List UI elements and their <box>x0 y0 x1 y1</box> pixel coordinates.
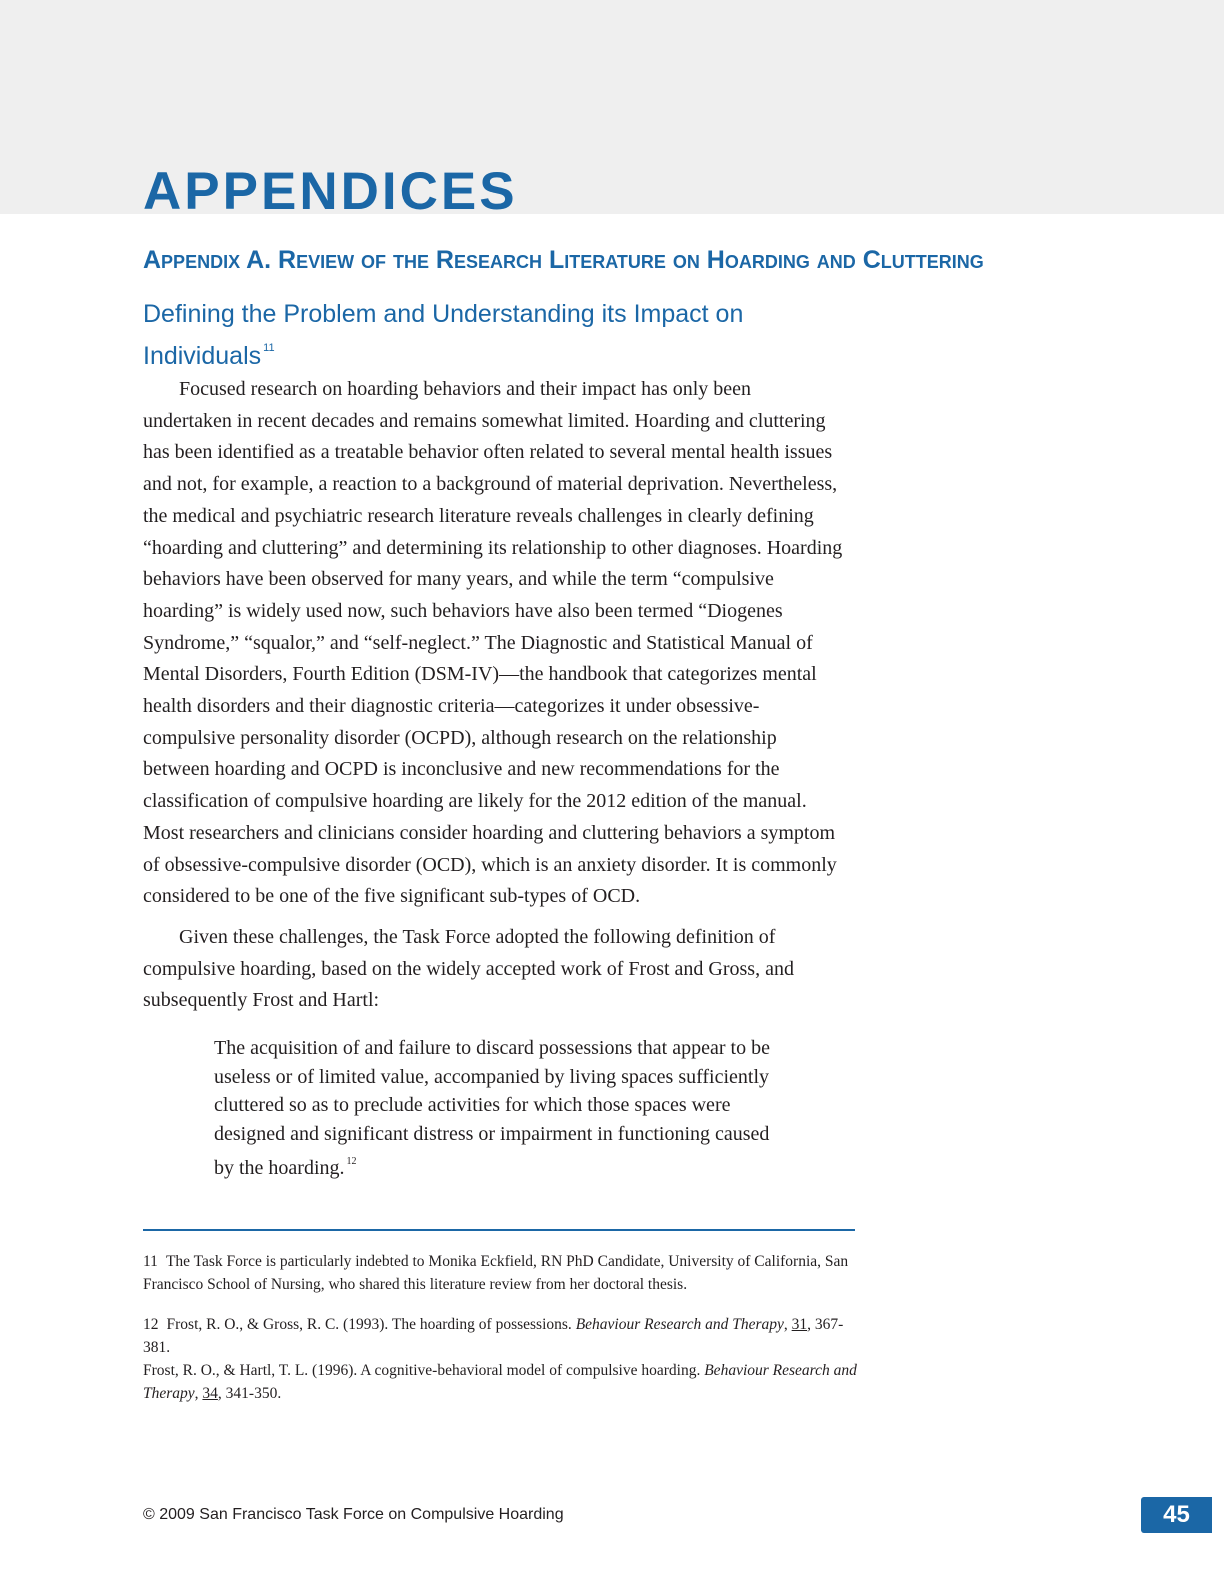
footnote-text: The Task Force is particularly indebted to Monika Eckfield, RN PhD Candidate, University of California, San Francisco School of Nursing, who shared this literature review from her doctoral thesis. <box>143 1253 849 1293</box>
body-paragraph-2: Given these challenges, the Task Force adopted the following definition of compulsive hoarding, based on the widely accepted work of Frost and Gross, and subsequently Frost and Hartl: <box>143 925 794 1012</box>
footnote-divider <box>143 1229 855 1231</box>
reference-authors: Frost, R. O., & Gross, R. C. (1993). The hoarding of possessions. <box>166 1316 572 1333</box>
definition-quote <box>214 1034 774 1183</box>
footnote-number: 11 <box>143 1253 158 1270</box>
footnote-ref-12[interactable]: 12 <box>346 1156 357 1168</box>
body-text <box>143 374 843 1183</box>
reference-authors: Frost, R. O., & Hartl, T. L. (1996). A cognitive-behavioral model of compulsive hoarding. <box>143 1362 701 1379</box>
footer-copyright: © 2009 San Francisco Task Force on Compulsive Hoarding <box>143 1506 564 1523</box>
footnote-12: 12 Frost, R. O., & Gross, R. C. (1993). The hoarding of possessions. Behaviour Research and Therapy, 31, 367-381. <box>143 1316 844 1356</box>
reference-volume: 34 <box>202 1385 218 1402</box>
footnote-ref-11[interactable]: 11 <box>263 342 275 354</box>
footnote-12-ref-2: Frost, R. O., & Hartl, T. L. (1996). A cognitive-behavioral model of compulsive hoarding. Behaviour Research and Therapy, 34, 341-350. <box>143 1362 857 1402</box>
section-heading-text: Defining the Problem and Understanding its Impact on Individuals <box>143 300 744 370</box>
appendix-heading: Appendix A. Review of the Research Literature on Hoarding and Cluttering <box>143 246 984 274</box>
page-title: APPENDICES <box>143 162 518 221</box>
reference-pages: , 367-381. <box>143 1316 844 1356</box>
reference-volume: 31 <box>791 1316 808 1333</box>
body-paragraph-1: Focused research on hoarding behaviors and their impact has only been undertaken in recent decades and remains somewhat limited. Hoarding and cluttering has been identified as a treatable behavior often related to several mental health issues and not, for example, a reaction to a background of material deprivation. Nevertheless, the medical and psychiatric research literature reveals challenges in clearly defining “hoarding and cluttering” and determining its relationship to other diagnoses. Hoarding behaviors have been observed for many years, and while the term “compulsive hoarding” is widely used now, such behaviors have also been termed “Diogenes Syndrome,” “squalor,” and “self-neglect.” The Diagnostic and Statistical Manual of Mental Disorders, Fourth Edition (DSM-IV)—the handbook that categorizes mental health disorders and their diagnostic criteria—categorizes it under obsessive-compulsive personality disorder (OCPD), although research on the relationship between hoarding and OCPD is inconclusive and new recommendations for the classification of compulsive hoarding are likely for the 2012 edition of the manual. Most researchers and clinicians consider hoarding and cluttering behaviors a symptom of obsessive-compulsive disorder (OCD), which is an anxiety disorder. It is commonly considered to be one of the five significant sub-types of OCD. <box>143 378 843 908</box>
footnote-number: 12 <box>143 1316 159 1333</box>
page-number-badge: 45 <box>1141 1497 1212 1533</box>
footnotes <box>143 1250 859 1422</box>
reference-journal: Behaviour Research and Therapy <box>143 1362 857 1402</box>
footnote-11 <box>143 1250 859 1296</box>
section-heading <box>143 297 803 373</box>
reference-pages: , 341-350. <box>217 1385 282 1402</box>
quote-text: The acquisition of and failure to discard possessions that appear to be useless or of limited value, accompanied by living spaces sufficiently cluttered so as to preclude activities for which those spaces were designed and significant distress or impairment in functioning caused by the hoarding. <box>214 1037 770 1180</box>
reference-journal: Behaviour Research and Therapy <box>575 1316 784 1333</box>
